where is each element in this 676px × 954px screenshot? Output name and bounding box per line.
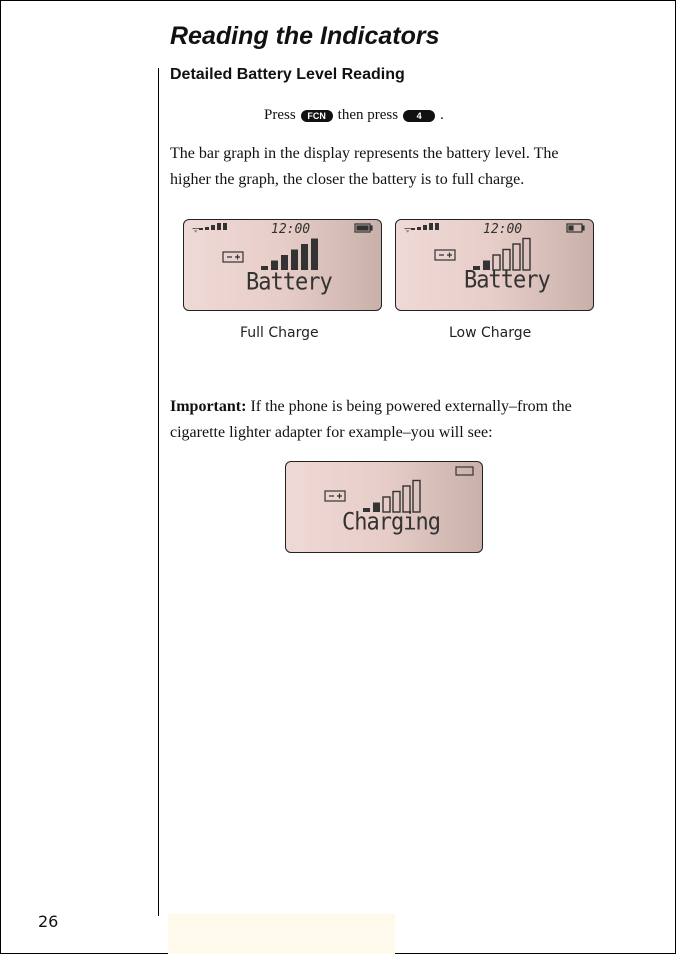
then-press-text: then press xyxy=(337,107,399,123)
lcd-display-charging xyxy=(285,461,483,553)
footer-shade xyxy=(168,914,395,954)
battery-bar xyxy=(523,239,530,271)
battery-plus-icon xyxy=(435,250,455,260)
signal-strength-icon xyxy=(192,223,227,234)
caption-low-charge: Low Charge xyxy=(449,325,532,341)
lcd-display-full xyxy=(183,219,382,311)
battery-plus-icon xyxy=(223,252,243,262)
battery-bar xyxy=(281,255,288,270)
section-heading: Detailed Battery Level Reading xyxy=(170,66,405,83)
battery-icon xyxy=(355,224,372,232)
page-title: Reading the Indicators xyxy=(170,22,440,50)
press-text: Press xyxy=(264,107,296,123)
page-number: 26 xyxy=(38,912,59,931)
instruction-end: . xyxy=(440,107,444,123)
battery-explanation: The bar graph in the display represents the battery level. The higher the graph, the closer the battery is to full charge. xyxy=(170,145,559,188)
caption-full-charge: Full Charge xyxy=(240,325,319,341)
lcd-time: 12:00 xyxy=(271,222,311,237)
battery-bar-graph xyxy=(261,239,318,271)
important-note xyxy=(170,394,600,446)
battery-bar-graph xyxy=(473,239,530,271)
important-text: If the phone is being powered externally–from the cigarette lighter adapter for example–you will see: xyxy=(170,398,572,441)
battery-bar-graph xyxy=(363,481,420,513)
battery-icon xyxy=(567,224,584,232)
fcn-key-icon: FCN xyxy=(301,110,333,122)
lcd-display-low xyxy=(395,219,594,311)
battery-bar xyxy=(291,250,298,271)
lcd-word: Battery xyxy=(464,266,550,295)
battery-bar xyxy=(413,481,420,513)
signal-strength-icon xyxy=(404,223,439,234)
instruction-line xyxy=(264,107,444,124)
lcd-time: 12:00 xyxy=(483,222,523,237)
margin-rule xyxy=(158,68,159,916)
important-label: Important: xyxy=(170,398,247,415)
lcd-graphics-charging xyxy=(286,462,482,552)
svg-text:ᯤ: ᯤ xyxy=(192,225,200,234)
key-4-icon: 4 xyxy=(403,110,435,122)
battery-bar xyxy=(311,239,318,271)
battery-icon xyxy=(456,467,473,475)
battery-bar xyxy=(301,244,308,270)
battery-plus-icon xyxy=(325,491,345,501)
lcd-word: Battery xyxy=(246,268,332,297)
svg-text:ᯤ: ᯤ xyxy=(404,225,412,234)
lcd-word: Charging xyxy=(342,508,440,537)
